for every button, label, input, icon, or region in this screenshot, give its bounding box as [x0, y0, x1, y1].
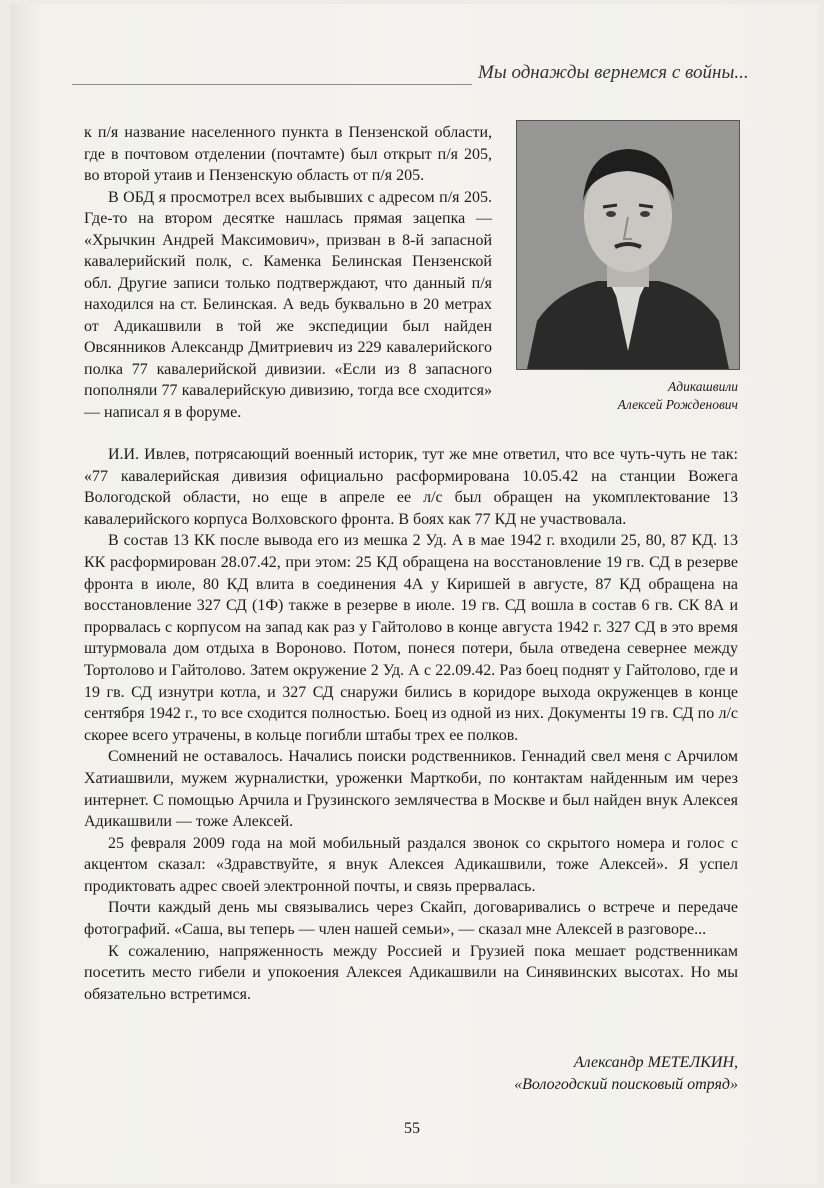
- column-text: [84, 122, 492, 423]
- portrait-figure: [517, 121, 739, 369]
- full-width-text: [84, 444, 738, 1005]
- signature-author: Александр МЕТЕЛКИН,: [573, 1054, 738, 1071]
- paragraph: В состав 13 КК после вывода его из мешка 2 Уд. А в мае 1942 г. входили 25, 80, 87 КД. 13 КК расформирован 28.07.42, при этом: 25 КД обращена на восстановление 19 гв. СД в резерве фронта в июле, 80 КД влита в соединения 4А у Киришей в августе, 87 КД обращена на восстановление 327 СД (1Ф) также в резерве в июле. 19 гв. СД вошла в состав 6 гв. СК 8А и прорвалась с корпусом на запад как раз у Гайтолово в конце августа 1942 г. 327 СД в это время штурмовала дом отдыха в Вороново. Потом, понеся потери, была отведена севернее между Тортолово и Гайтолово. Затем окружение 2 Уд. А с 22.09.42. Раз боец поднят у Гайтолово, где и 19 гв. СД изнутри котла, и 327 СД снаружи бились в коридоре выхода окруженцев в конце сентября 1942 г., то все сходится полностью. Боец из одной из них. Документы 19 гв. СД по л/с скорее всего утрачены, в кольце погибли штабы трех ее полков.: [84, 532, 738, 744]
- page-number: 55: [404, 1120, 420, 1137]
- paragraph: И.И. Ивлев, потрясающий военный историк, тут же мне ответил, что все чуть-чуть не так: «77 кавалерийская дивизия официально расформирована 10.05.42 на станции Вожега Вологодской области, но еще в апреле ее л/с был обращен на укомплектование 13 кавалерийского корпуса Волховского фронта. В боях как 77 КД не участвовала.: [84, 446, 738, 528]
- paragraph: В ОБД я просмотрел всех выбывших с адресом п/я 205. Где-то на втором десятке нашлась прямая зацепка — «Хрычкин Андрей Максимович», призван в 8-й запасной кавалерийский полк, с. Каменка Белинская Пензенской обл. Другие записи только подтверждают, что данный п/я находился на ст. Белинская. А ведь буквально в 20 метрах от Адикашвили в той же экспедиции был найден Овсянников Александр Дмитриевич из 229 кавалерийского полка 77 кавалерийской дивизии. «Если из 8 запасного пополняли 77 кавалерийскую дивизию, тогда все сходится» — написал я в форуме.: [84, 188, 492, 421]
- caption-name: Адикашвили: [668, 379, 738, 394]
- paragraph: 25 февраля 2009 года на мой мобильный раздался звонок со скрытого номера и голос с акцентом сказал: «Здравствуйте, я внук Алексея Адикашвили, тоже Алексей». Я успел продиктовать адрес своей электронной почты, и связь прервалась.: [84, 834, 738, 895]
- header-rule: [72, 84, 472, 85]
- photo-caption: [548, 378, 738, 414]
- paragraph: К сожалению, напряженность между Россией и Грузией пока мешает родственникам посетить место гибели и упокоения Алексея Адикашвили на Синявинских высотах. Но мы обязательно встретимся.: [84, 942, 738, 1003]
- portrait-photo: [516, 120, 740, 370]
- paragraph: к п/я название населенного пункта в Пензенской области, где в почтовом отделении (почтамте) был открыт п/я 205, во второй утаив и Пензенскую область от п/я 205.: [84, 124, 492, 184]
- running-title: Мы однажды вернемся с войны...: [478, 62, 749, 83]
- signature: [380, 1052, 738, 1096]
- signature-organization: «Вологодский поисковый отряд»: [514, 1076, 738, 1093]
- caption-patronymic: Алексей Рожденович: [617, 397, 738, 412]
- paragraph: Почти каждый день мы связывались через Скайп, договаривались о встрече и передаче фотографий. «Саша, вы теперь — член нашей семьи», — сказал мне Алексей в разговоре...: [84, 899, 738, 939]
- paragraph: Сомнений не оставалось. Начались поиски родственников. Геннадий свел меня с Арчилом Хатиашвили, мужем журналистки, уроженки Марткоби, по контактам найденным им через интернет. С помощью Арчила и Грузинского землячества в Москве и был найден внук Алексея Адикашвили — тоже Алексей.: [84, 748, 738, 831]
